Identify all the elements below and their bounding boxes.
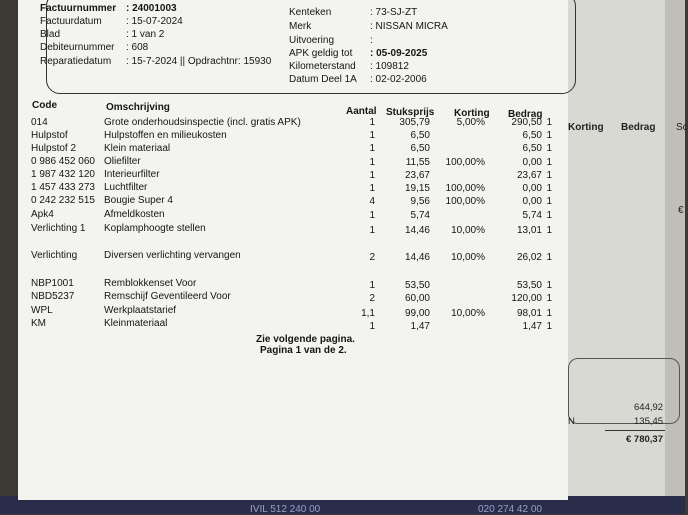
row-4-vat: 1 [546, 156, 552, 168]
row-14-code: KM [31, 318, 46, 329]
row-1-disc: 5,00% [456, 117, 485, 128]
row-4-disc: 100,00% [445, 156, 485, 168]
row-6-qty: 1 [369, 183, 375, 195]
row-13-desc: Werkplaatstarief [104, 305, 177, 316]
row-4-amount: 0,00 [522, 156, 542, 168]
row-13-code: WPL [31, 305, 53, 316]
invoice-number-label: Factuurnummer [40, 3, 117, 14]
invoice-number-value: : 24001003 [126, 3, 177, 14]
row-8-code: Apk4 [31, 209, 54, 220]
row-2-code: Hulpstof [31, 130, 68, 141]
col-header-amount: Bedrag [508, 109, 543, 120]
row-3-price: 6,50 [410, 143, 430, 155]
row-1-price: 305,79 [399, 117, 430, 128]
invoice-date-label: Factuurdatum [40, 16, 102, 27]
footer-next-page: Zie volgende pagina. [256, 334, 355, 345]
row-11-amount: 53,50 [516, 280, 542, 292]
row-1-amount: 290,50 [511, 117, 542, 128]
row-7-code: 0 242 232 515 [31, 195, 95, 206]
row-12-vat: 1 [546, 293, 552, 305]
row-2-desc: Hulpstoffen en milieukosten [104, 130, 227, 141]
back-edge-currency: € [678, 205, 684, 216]
row-9-vat: 1 [546, 224, 552, 236]
row-7-disc: 100,00% [445, 196, 485, 208]
row-11-desc: Remblokkenset Voor [104, 278, 197, 289]
row-3-code: Hulpstof 2 [31, 143, 77, 154]
row-10-amount: 26,02 [516, 251, 542, 263]
back-korting-header: Korting [568, 122, 604, 133]
col-header-code: Code [32, 100, 57, 111]
row-6-amount: 0,00 [522, 183, 542, 195]
row-5-vat: 1 [546, 169, 552, 181]
row-10-price: 14,46 [404, 251, 430, 263]
totals-box [568, 358, 680, 424]
row-11-vat: 1 [546, 280, 552, 292]
col-header-quantity: Aantal [346, 106, 377, 117]
row-12-amount: 120,00 [511, 293, 542, 305]
row-14-qty: 1 [369, 320, 375, 332]
row-1-vat: 1 [546, 117, 552, 128]
row-7-desc: Bougie Super 4 [104, 195, 173, 206]
row-3-qty: 1 [369, 143, 375, 155]
row-6-price: 19,15 [404, 183, 430, 195]
debtor-number-label: Debiteurnummer [40, 42, 115, 53]
plate-value: : 73-SJ-ZT [370, 7, 418, 18]
row-7-qty: 4 [369, 196, 375, 208]
debtor-number-value: : 608 [126, 42, 149, 53]
footer-band-right: 020 274 42 00 [478, 504, 542, 515]
mileage-value: : 109812 [370, 61, 409, 72]
row-8-desc: Afmeldkosten [104, 209, 165, 220]
row-13-disc: 10,00% [451, 307, 485, 319]
row-10-desc: Diversen verlichting vervangen [104, 250, 241, 261]
back-edge-text: Sc [676, 122, 688, 133]
row-13-vat: 1 [546, 307, 552, 319]
mileage-label: Kilometerstand [289, 61, 356, 72]
row-4-desc: Oliefilter [104, 156, 141, 167]
row-2-amount: 6,50 [522, 130, 542, 142]
row-14-price: 1,47 [410, 320, 430, 332]
row-10-code: Verlichting [31, 250, 78, 261]
row-5-desc: Interieurfilter [104, 169, 160, 180]
row-12-qty: 2 [369, 293, 375, 305]
row-6-disc: 100,00% [445, 183, 485, 195]
row-5-amount: 23,67 [516, 169, 542, 181]
row-6-desc: Luchtfilter [104, 182, 148, 193]
brand-value: : NISSAN MICRA [370, 21, 448, 32]
row-3-amount: 6,50 [522, 143, 542, 155]
sheet-value: : 1 van 2 [126, 29, 165, 40]
totals-rule [605, 430, 665, 431]
row-8-amount: 5,74 [522, 210, 542, 222]
row-5-price: 23,67 [404, 169, 430, 181]
row-10-vat: 1 [546, 251, 552, 263]
repair-date-label: Reparatiedatum [40, 56, 112, 67]
row-9-qty: 1 [369, 224, 375, 236]
row-9-code: Verlichting 1 [31, 223, 86, 234]
brand-label: Merk [289, 21, 312, 32]
row-8-price: 5,74 [410, 210, 430, 222]
row-13-amount: 98,01 [516, 307, 542, 319]
apk-valid-label: APK geldig tot [289, 48, 353, 59]
row-1-qty: 1 [369, 117, 375, 128]
row-11-price: 53,50 [404, 280, 430, 292]
repair-date-value: : 15-7-2024 || Opdrachtnr: 15930 [126, 56, 272, 67]
row-9-desc: Koplamphoogte stellen [104, 223, 206, 234]
back-total-3: € 780,37 [626, 434, 663, 445]
row-14-vat: 1 [546, 320, 552, 332]
row-13-price: 99,00 [404, 307, 430, 319]
row-3-vat: 1 [546, 143, 552, 155]
registration-date-label: Datum Deel 1A [289, 74, 357, 85]
row-9-price: 14,46 [404, 224, 430, 236]
back-bedrag-header: Bedrag [621, 122, 656, 133]
row-2-vat: 1 [546, 130, 552, 142]
row-3-desc: Klein materiaal [104, 143, 171, 154]
version-value: : [370, 35, 373, 46]
apk-valid-value: : 05-09-2025 [370, 48, 428, 59]
back-mark-n: N [568, 416, 575, 427]
row-8-qty: 1 [369, 210, 375, 222]
invoice-date-value: : 15-07-2024 [126, 16, 183, 27]
row-6-code: 1 457 433 273 [31, 182, 95, 193]
row-4-price: 11,55 [405, 156, 430, 168]
row-7-vat: 1 [546, 196, 552, 208]
row-4-code: 0 986 452 060 [31, 156, 95, 167]
row-13-qty: 1,1 [361, 307, 375, 319]
row-11-qty: 1 [369, 280, 375, 292]
back-total-2: 135,45 [634, 416, 664, 427]
back-total-1: 644,92 [634, 402, 664, 413]
row-11-code: NBP1001 [31, 278, 74, 289]
row-8-vat: 1 [546, 210, 552, 222]
row-7-price: 9,56 [410, 196, 430, 208]
row-5-code: 1 987 432 120 [31, 169, 95, 180]
version-label: Uitvoering [289, 35, 335, 46]
col-header-unit-price: Stuksprijs [386, 107, 435, 118]
col-header-description: Omschrijving [106, 102, 170, 113]
row-12-code: NBD5237 [31, 291, 75, 302]
row-2-qty: 1 [369, 130, 375, 142]
row-5-qty: 1 [369, 169, 375, 181]
page-edge [665, 0, 685, 514]
row-14-amount: 1,47 [522, 320, 542, 332]
row-2-price: 6,50 [410, 130, 430, 142]
row-10-disc: 10,00% [451, 251, 485, 263]
footer-page-number: Pagina 1 van de 2. [260, 345, 347, 356]
row-12-price: 60,00 [404, 293, 430, 305]
col-header-discount: Korting [454, 108, 490, 119]
row-9-amount: 13,01 [516, 224, 542, 236]
plate-label: Kenteken [289, 7, 332, 18]
registration-date-value: : 02-02-2006 [370, 74, 427, 85]
row-12-desc: Remschijf Geventileerd Voor [104, 291, 231, 302]
row-10-qty: 2 [369, 251, 375, 263]
row-9-disc: 10,00% [451, 224, 485, 236]
row-14-desc: Kleinmateriaal [104, 318, 168, 329]
row-6-vat: 1 [546, 183, 552, 195]
footer-band-left: IVIL 512 240 00 [250, 504, 321, 515]
sheet-label: Blad [40, 29, 61, 40]
row-7-amount: 0,00 [522, 196, 542, 208]
row-1-desc: Grote onderhoudsinspectie (incl. gratis APK) [104, 117, 301, 128]
row-4-qty: 1 [369, 156, 375, 168]
row-1-code: 014 [31, 117, 48, 128]
